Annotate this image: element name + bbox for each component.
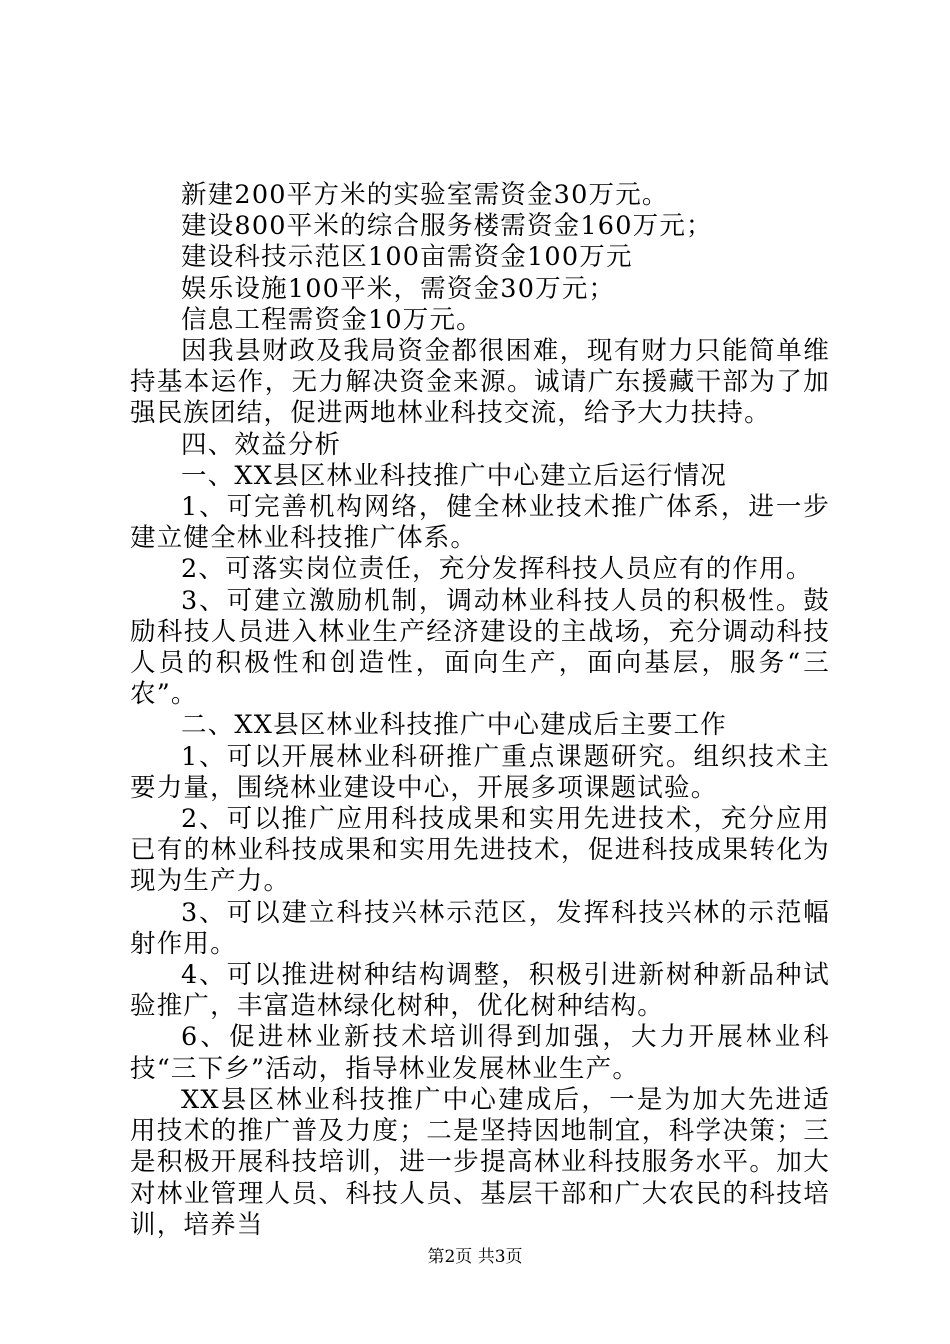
paragraph-item-incentive: 3、可建立激励机制，调动林业科技人员的积极性。鼓励科技人员进入林业生产经济建设的主战场，充分调动科技人员的积极性和创造性，面向生产，面向基层，服务“三农”。 <box>130 585 830 710</box>
paragraph-info-project-cost: 信息工程需资金10万元。 <box>181 304 483 335</box>
subheading-operation: 一、XX县区林业科技推广中心建立后运行情况 <box>181 460 728 491</box>
paragraph-demo-area-cost: 建设科技示范区100亩需资金100万元 <box>181 242 633 273</box>
paragraph-item-demo-zone: 3、可以建立科技兴林示范区，发挥科技兴林的示范幅射作用。 <box>130 897 830 959</box>
page-number: 第2页 共3页 <box>427 1247 523 1267</box>
paragraph-item-research: 1、可以开展林业科研推广重点课题研究。组织技术主要力量，围绕林业建设中心，开展多项课题试验。 <box>130 741 830 803</box>
paragraph-summary: XX县区林业科技推广中心建成后，一是为加大先进适用技术的推广普及力度；二是坚持因地制宜，科学决策；三是积极开展科技培训，进一步提高林业科技服务水平。加大对林业管理人员、科技人员、基层干部和广大农民的科技培训，培养当 <box>130 1084 830 1240</box>
paragraph-recreation-cost: 娱乐设施100平米，需资金30万元； <box>181 273 616 304</box>
paragraph-item-promotion: 2、可以推广应用科技成果和实用先进技术，充分应用已有的林业科技成果和实用先进技术，促进科技成果转化为现为生产力。 <box>130 804 830 897</box>
paragraph-lab-cost: 新建200平方米的实验室需资金30万元。 <box>181 180 669 210</box>
paragraph-item-responsibility: 2、可落实岗位责任，充分发挥科技人员应有的作用。 <box>181 554 813 585</box>
paragraph-item-training: 6、促进林业新技术培训得到加强，大力开展林业科技“三下乡”活动，指导林业发展林业生产。 <box>130 1022 830 1084</box>
document-body <box>130 180 830 1241</box>
section-heading-benefit-analysis: 四、效益分析 <box>181 429 342 460</box>
paragraph-item-species: 4、可以推进树种结构调整，积极引进新树种新品种试验推广，丰富造林绿化树种，优化树种结构。 <box>130 960 830 1022</box>
paragraph-service-building-cost: 建设800平米的综合服务楼需资金160万元； <box>181 211 713 242</box>
paragraph-funding-request: 因我县财政及我局资金都很困难，现有财力只能简单维持基本运作，无力解决资金来源。诚请广东援藏干部为了加强民族团结，促进两地林业科技交流，给予大力扶持。 <box>130 336 830 429</box>
page-footer <box>0 1246 950 1268</box>
paragraph-item-network: 1、可完善机构网络，健全林业技术推广体系，进一步建立健全林业科技推广体系。 <box>130 492 830 554</box>
subheading-main-work: 二、XX县区林业科技推广中心建成后主要工作 <box>181 710 728 741</box>
